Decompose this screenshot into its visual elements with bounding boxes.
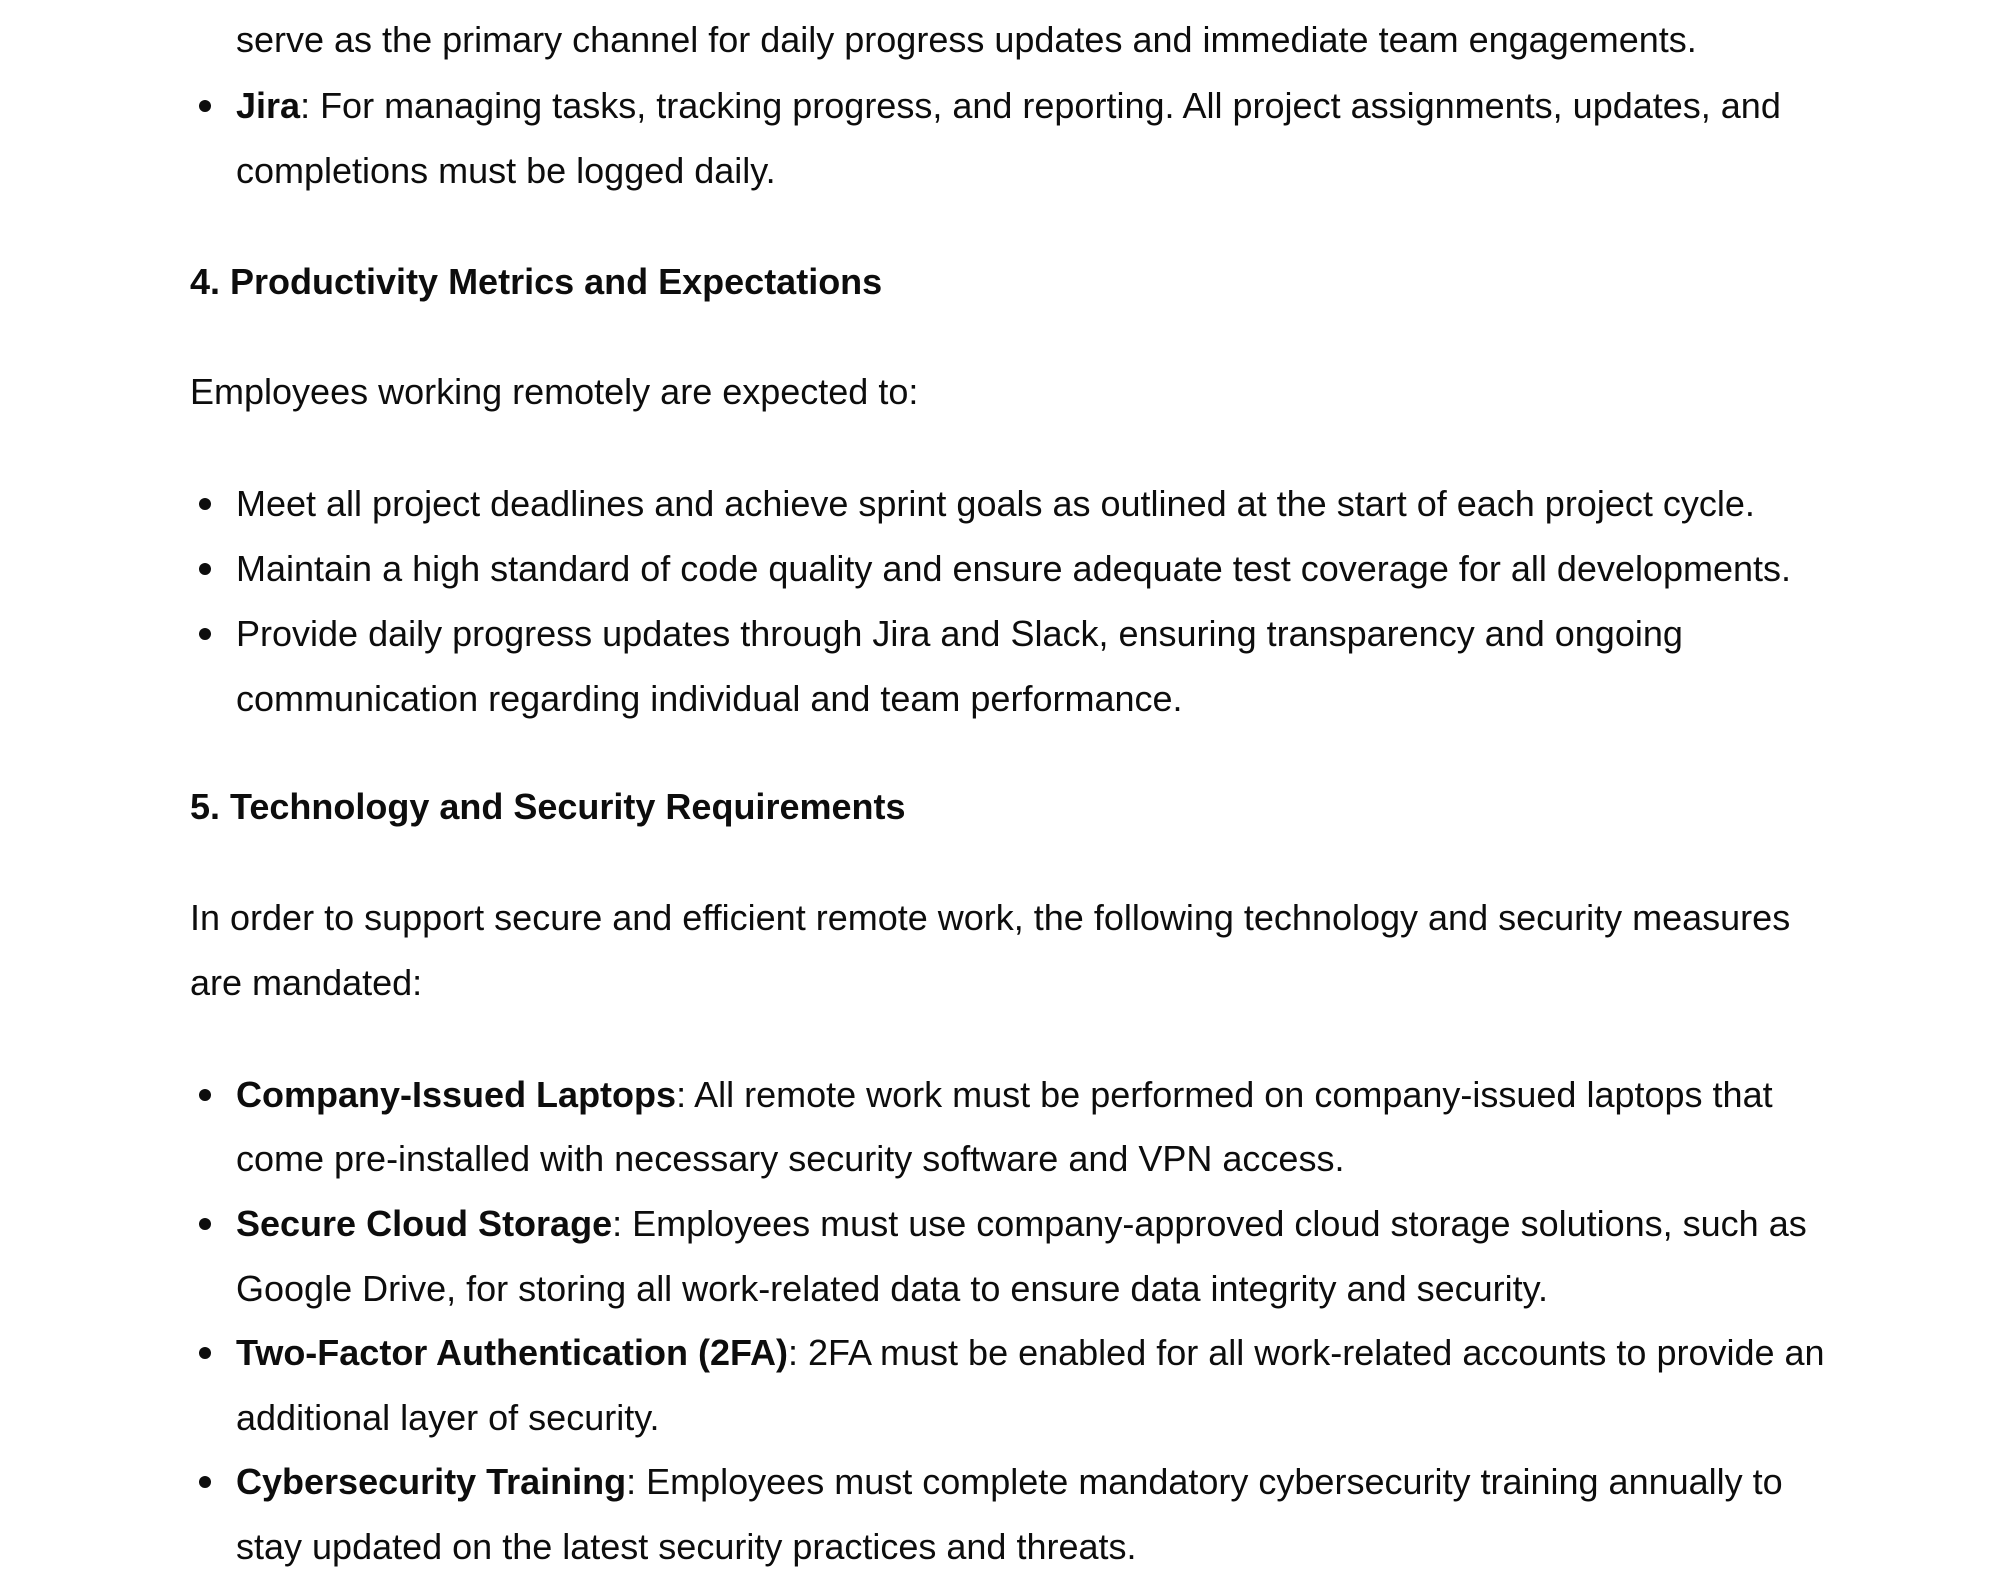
bullet-icon xyxy=(199,1089,211,1101)
list-item-term: Cybersecurity Training xyxy=(236,1461,627,1502)
paragraph: In order to support secure and efficient remote work, the following technology and security measures xyxy=(190,897,1791,938)
list-item: Meet all project deadlines and achieve sprint goals as outlined at the start of each project cycle. xyxy=(236,483,1755,524)
paragraph: Employees working remotely are expected to: xyxy=(190,371,919,412)
list-item-text: additional layer of security. xyxy=(236,1397,660,1438)
list-item-text: : Employees must complete mandatory cybersecurity training annually to xyxy=(626,1461,1783,1502)
list-item-continuation: serve as the primary channel for daily progress updates and immediate team engagements. xyxy=(236,19,1697,60)
bullet-icon xyxy=(199,628,211,640)
list-item-text: stay updated on the latest security practices and threats. xyxy=(236,1526,1137,1567)
list-item-text: : For managing tasks, tracking progress, and reporting. All project assignments, updates, and xyxy=(300,85,1781,126)
bullet-icon xyxy=(199,563,211,575)
list-item-text: completions must be logged daily. xyxy=(236,150,776,191)
bullet-icon xyxy=(199,1476,211,1488)
list-item xyxy=(236,1202,1807,1246)
list-item: Maintain a high standard of code quality and ensure adequate test coverage for all developments. xyxy=(236,548,1792,589)
section-heading: 4. Productivity Metrics and Expectations xyxy=(190,261,883,302)
bullet-icon xyxy=(199,1218,211,1230)
list-item-text: : All remote work must be performed on company-issued laptops that xyxy=(676,1074,1773,1115)
list-item-text: Google Drive, for storing all work-related data to ensure data integrity and security. xyxy=(236,1268,1548,1309)
list-item-term: Two-Factor Authentication (2FA) xyxy=(236,1332,788,1373)
list-item-text: : 2FA must be enabled for all work-related accounts to provide an xyxy=(787,1332,1825,1373)
list-item-text: come pre-installed with necessary security software and VPN access. xyxy=(236,1138,1345,1179)
list-item-term: Company-Issued Laptops xyxy=(236,1074,677,1115)
bullet-icon xyxy=(199,1347,211,1359)
bullet-icon xyxy=(199,498,211,510)
list-item xyxy=(236,1073,1773,1117)
list-item xyxy=(236,1460,1783,1504)
section-heading: 5. Technology and Security Requirements xyxy=(190,786,906,827)
bullet-icon xyxy=(199,100,211,112)
list-item-jira xyxy=(236,84,1781,128)
list-item-term: Secure Cloud Storage xyxy=(236,1203,613,1244)
list-item-text: : Employees must use company-approved cloud storage solutions, such as xyxy=(612,1203,1807,1244)
list-item-text: communication regarding individual and team performance. xyxy=(236,678,1183,719)
list-item-term: Jira xyxy=(236,85,301,126)
list-item xyxy=(236,1331,1825,1375)
paragraph: are mandated: xyxy=(190,962,423,1003)
list-item: Provide daily progress updates through Jira and Slack, ensuring transparency and ongoing xyxy=(236,613,1683,654)
